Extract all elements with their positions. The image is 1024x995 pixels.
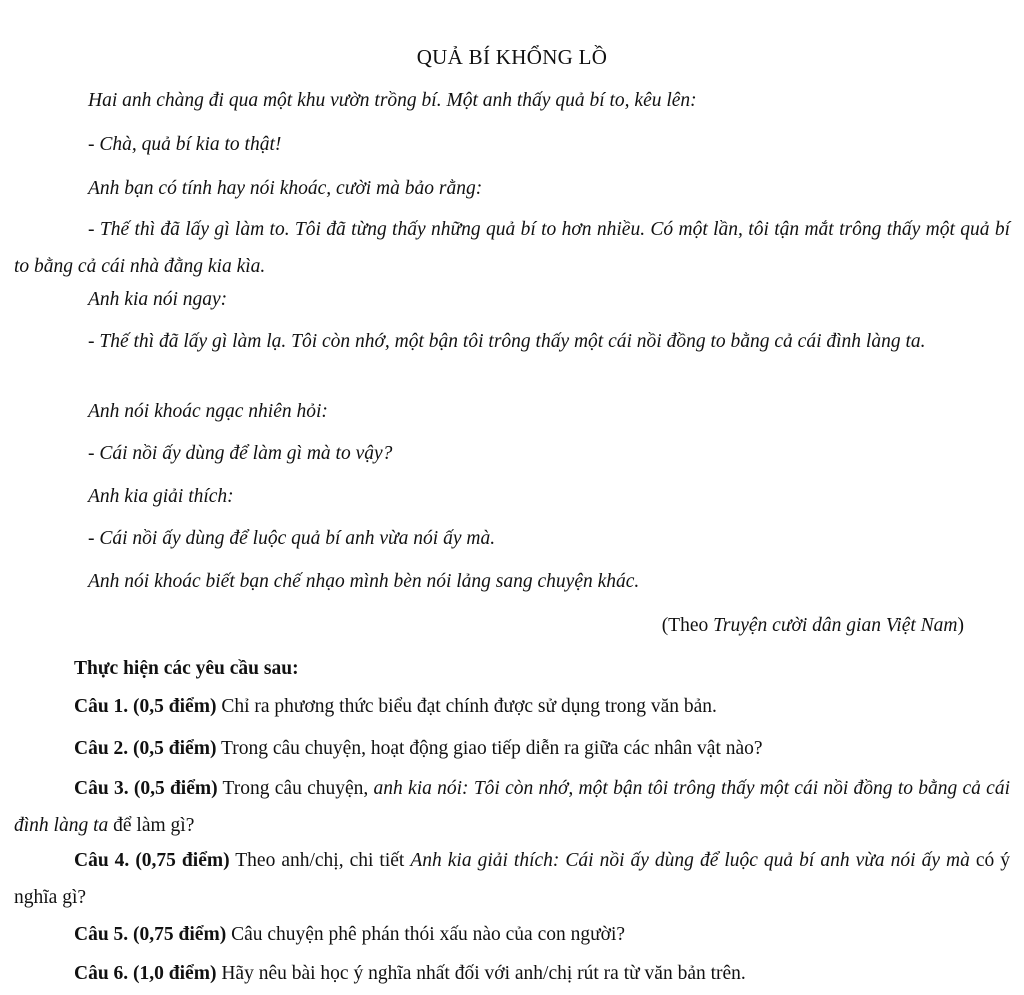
story-paragraph: Anh kia giải thích:: [88, 486, 234, 507]
question-5: [74, 916, 1010, 953]
source-suffix: ): [957, 615, 964, 636]
question-text: có ý nghĩa gì?: [14, 850, 1010, 908]
question-6: [74, 955, 1010, 992]
story-paragraph: Anh nói khoác biết bạn chế nhạo mình bèn nói lảng sang chuyện khác.: [88, 571, 640, 592]
question-label: Câu 5. (0,75 điểm): [74, 924, 227, 945]
story-paragraph: - Chà, quả bí kia to thật!: [88, 134, 282, 155]
story-paragraph: Anh bạn có tính hay nói khoác, cười mà bảo rằng:: [88, 178, 483, 199]
question-text: Theo anh/chị, chi tiết: [229, 850, 411, 871]
question-text: Hãy nêu bài học ý nghĩa nhất đối với anh/chị rút ra từ văn bản trên.: [216, 963, 746, 984]
story-paragraph: - Thế thì đã lấy gì làm lạ. Tôi còn nhớ, một bận tôi trông thấy một cái nồi đồng to bằng cả cái đình làng ta.: [88, 331, 926, 352]
question-2: [74, 730, 1010, 767]
source-citation: [662, 607, 964, 644]
question-4: [14, 842, 1010, 916]
question-label: Câu 3. (0,5 điểm): [74, 778, 218, 799]
question-label: Câu 2. (0,5 điểm): [74, 738, 217, 759]
story-paragraph: - Cái nồi ấy dùng để luộc quả bí anh vừa nói ấy mà.: [88, 528, 496, 549]
source-prefix: (Theo: [661, 615, 714, 636]
question-quote: Anh kia giải thích: Cái nồi ấy dùng để luộc quả bí anh vừa nói ấy mà: [410, 850, 970, 871]
story-paragraph: Anh kia nói ngay:: [88, 289, 228, 310]
question-label: Câu 6. (1,0 điểm): [74, 963, 217, 984]
question-text: để làm gì?: [108, 815, 195, 836]
question-text: Câu chuyện phê phán thói xấu nào của con người?: [226, 924, 626, 945]
source-book-title: Truyện cười dân gian Việt Nam: [713, 615, 958, 636]
question-text: Trong câu chuyện,: [217, 778, 374, 799]
story-title: QUẢ BÍ KHỔNG LỒ: [416, 45, 608, 69]
question-quote: anh kia nói: Tôi còn nhớ, một bận tôi trông thấy một cái nồi đồng to bằng cả cái đình làng ta: [14, 778, 1011, 836]
question-text: Trong câu chuyện, hoạt động giao tiếp diễn ra giữa các nhân vật nào?: [216, 738, 763, 759]
question-label: Câu 1. (0,5 điểm): [74, 696, 217, 717]
question-1: [74, 688, 1010, 725]
story-paragraph: - Cái nồi ấy dùng để làm gì mà to vậy?: [88, 443, 393, 464]
story-paragraph: Hai anh chàng đi qua một khu vườn trồng bí. Một anh thấy quả bí to, kêu lên:: [88, 90, 697, 111]
tasks-heading: Thực hiện các yêu cầu sau:: [74, 658, 299, 679]
question-label: Câu 4. (0,75 điểm): [74, 850, 230, 871]
story-paragraph: - Thế thì đã lấy gì làm to. Tôi đã từng thấy những quả bí to hơn nhiều. Có một lần, tôi tận mắt trông thấy một quả bí to bằng cả cái nhà đằng kia kìa.: [14, 219, 1010, 277]
story-paragraph: Anh nói khoác ngạc nhiên hỏi:: [88, 401, 328, 422]
question-text: Chỉ ra phương thức biểu đạt chính được sử dụng trong văn bản.: [216, 696, 717, 717]
question-3: [14, 770, 1010, 844]
